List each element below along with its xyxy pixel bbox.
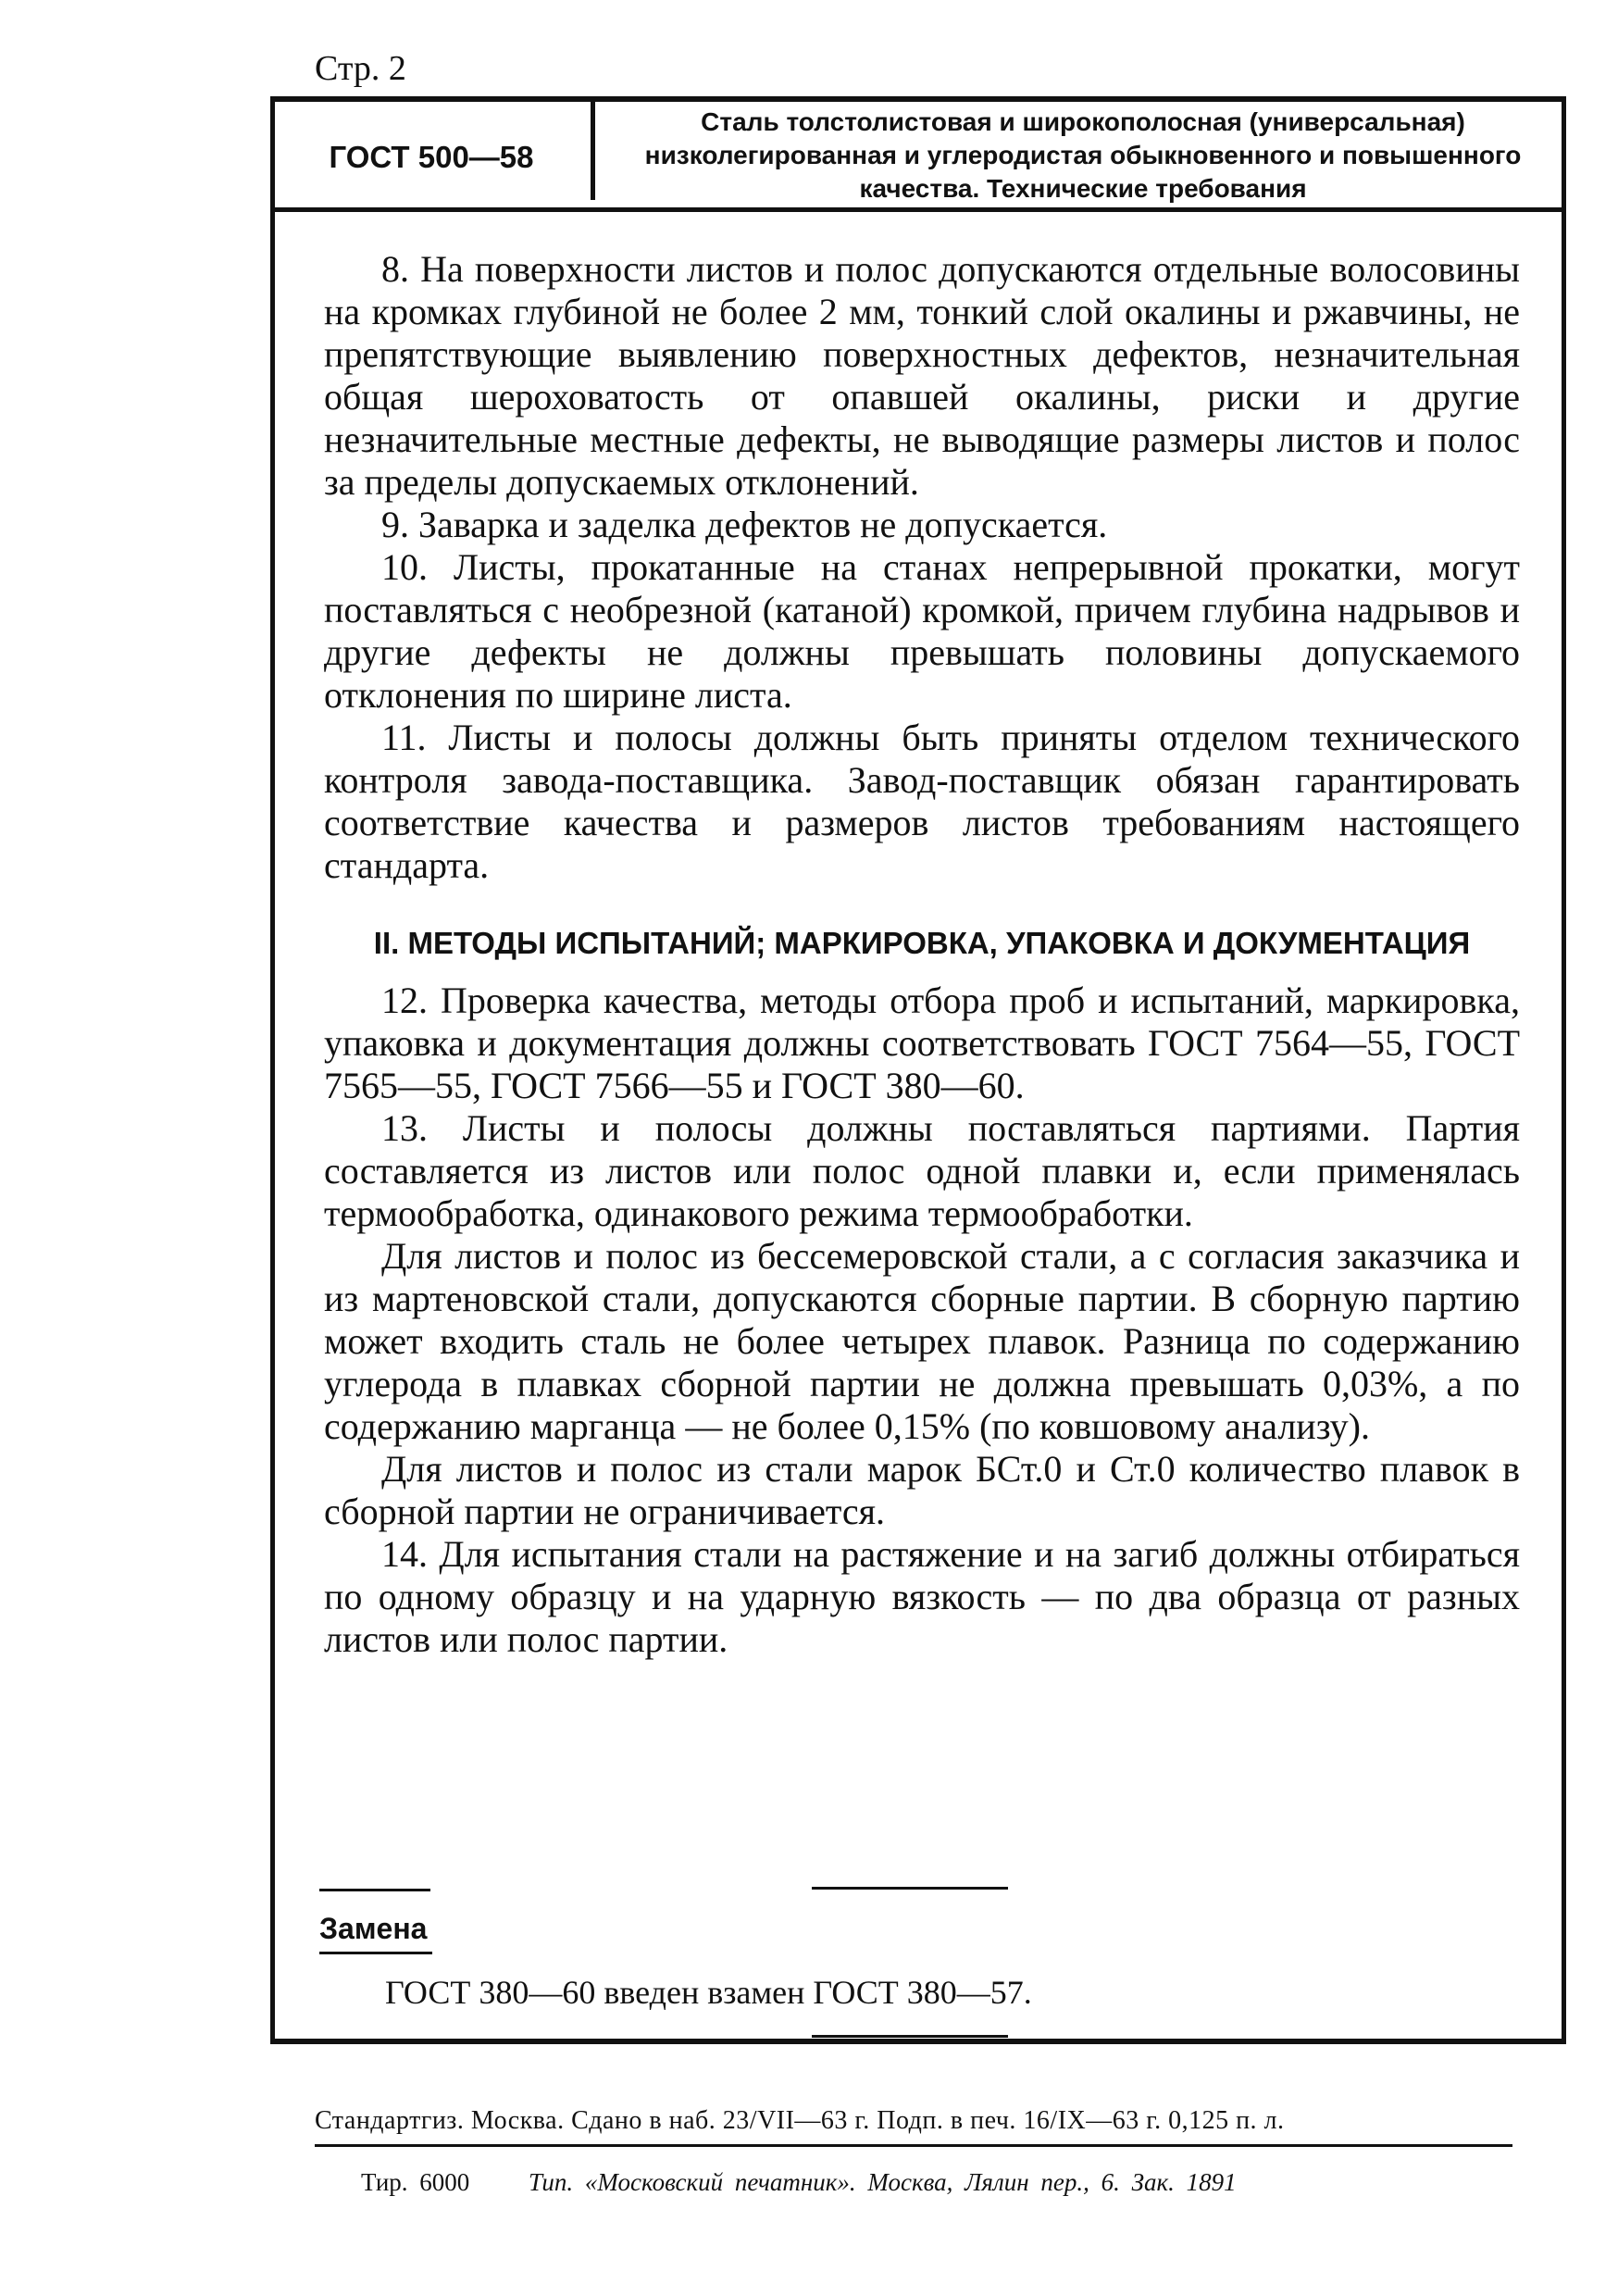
page-number: Стр. 2 (315, 49, 406, 88)
paragraph-11: 11. Листы и полосы должны быть приняты отделом технического контроля завода-поставщика. Завод-поставщик обязан гарантировать соответствие качества и размеров листов требованиям настоящего стандарта. (324, 717, 1520, 886)
paragraph-13: 13. Листы и полосы должны поставляться партиями. Партия составляется из листов или полос одной плавки и, если применялась термообработка, одинакового режима термообработки. (324, 1107, 1520, 1234)
section-heading: II. МЕТОДЫ ИСПЫТАНИЙ; МАРКИРОВКА, УПАКОВКА И ДОКУМЕНТАЦИЯ (373, 926, 1471, 960)
replacement-label: Замена (319, 1912, 428, 1945)
paragraph-10: 10. Листы, прокатанные на станах непрерывной прокатки, могут поставляться с необрезной (катаной) кромкой, причем глубина надрывов и другие дефекты не должны превышать половины допускаемого отклонения по ширине листа. (324, 546, 1520, 716)
paragraph-14: 14. Для испытания стали на растяжение и на загиб должны отбираться по одному образцу и на ударную вязкость — по два образца от разных листов или полос партии. (324, 1533, 1520, 1660)
imprint-printing-house: Тип. «Московский печатник». Москва, Лялин пер., 6. Зак. 1891 (529, 2168, 1237, 2196)
standard-title: Сталь толстолистовая и широкополосная (универсальная) низколегированная и углеродистая обыкновенного и повышенного качества. Технические требования (644, 107, 1522, 203)
replacement-note: ГОСТ 380—60 введен взамен ГОСТ 380—57. (385, 1974, 1032, 2011)
standard-title-cell (600, 102, 1566, 209)
imprint-run: Тир. 6000 (361, 2168, 470, 2196)
replacement-rule-bottom (319, 1952, 432, 1954)
paragraph-13-grades: Для листов и полос из стали марок БСт.0 и Ст.0 количество плавок в сборной партии не ограничивается. (324, 1448, 1520, 1532)
separator-rule (812, 1887, 1008, 1890)
paragraph-13-combined-batches: Для листов и полос из бессемеровской стали, а с согласия заказчика и из мартеновской стали, допускаются сборные партии. В сборную партию может входить сталь не более четырех плавок. Разница по содержанию углерода в плавках сборной партии не должна превышать 0,03%, а по содержанию марганца — не более 0,15% (по ковшовому анализу). (324, 1235, 1520, 1447)
separator-rule-bottom (812, 2035, 1008, 2038)
replacement-rule-top (319, 1889, 430, 1891)
imprint-publisher: Стандартгиз. Москва. Сдано в наб. 23/VII—63 г. Подп. в печ. 16/IX—63 г. 0,125 п. л. (315, 2106, 1285, 2135)
imprint-rule (315, 2144, 1512, 2147)
header-rule (270, 207, 1566, 212)
document-body (324, 248, 1520, 1661)
paragraph-8: 8. На поверхности листов и полос допускаются отдельные волосовины на кромках глубиной не более 2 мм, тонкий слой окалины и ржавчины, не препятствующие выявлению поверхностных дефектов, незначительная общая шероховатость от опавшей окалины, риски и другие незначительные местные дефекты, не выводящие размеры листов и полос за пределы допускаемых отклонений. (324, 248, 1520, 503)
paragraph-9: 9. Заварка и заделка дефектов не допускается. (381, 504, 1108, 545)
header-divider (591, 102, 595, 200)
imprint-printer (361, 2168, 1518, 2197)
paragraph-12: 12. Проверка качества, методы отбора проб и испытаний, маркировка, упаковка и документация должны соответствовать ГОСТ 7564—55, ГОСТ 7565—55, ГОСТ 7566—55 и ГОСТ 380—60. (324, 980, 1520, 1106)
standard-code: ГОСТ 500—58 (329, 140, 534, 174)
